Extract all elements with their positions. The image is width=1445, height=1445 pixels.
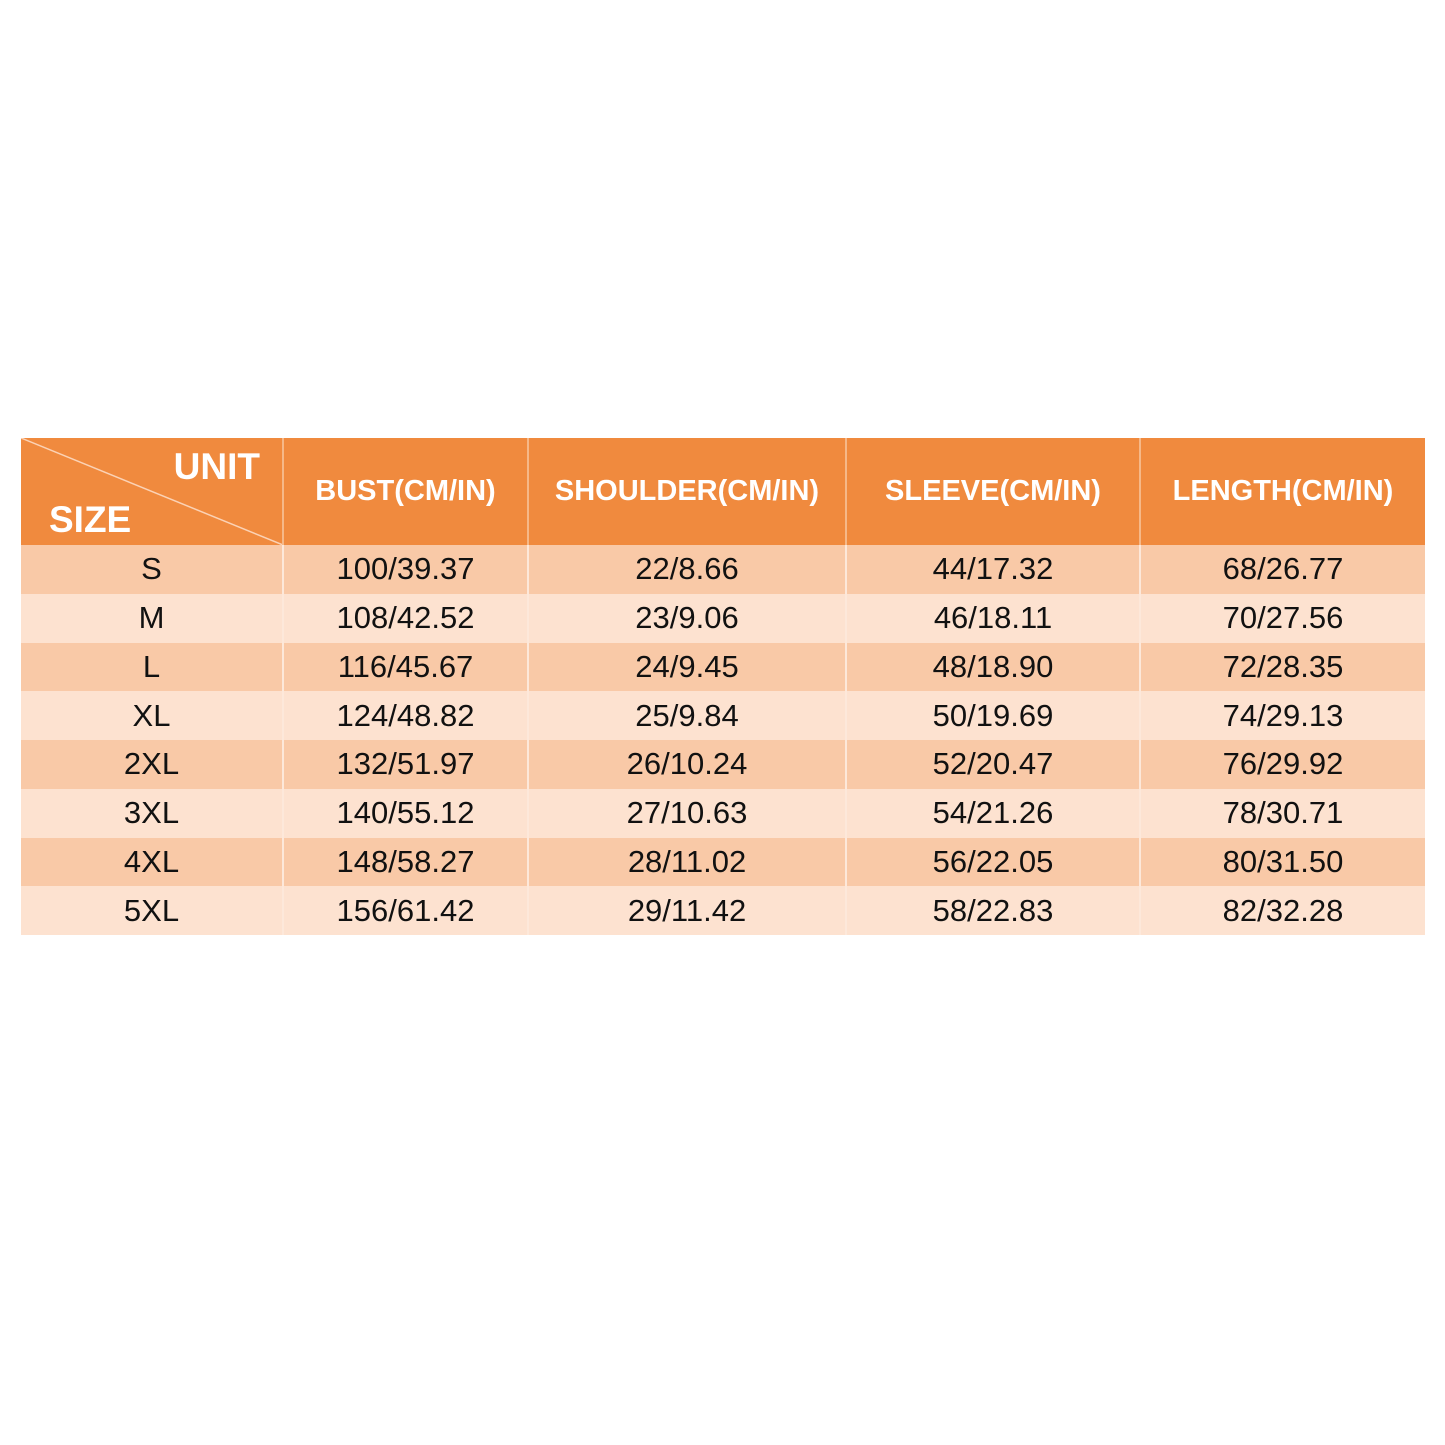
cell-length: 72/28.35	[1140, 643, 1425, 692]
cell-shoulder: 28/11.02	[528, 838, 846, 887]
cell-shoulder: 24/9.45	[528, 643, 846, 692]
cell-size: S	[21, 545, 283, 594]
cell-shoulder: 23/9.06	[528, 594, 846, 643]
table-row	[21, 838, 1425, 887]
table-row	[21, 886, 1425, 935]
size-chart-body	[21, 545, 1425, 935]
cell-sleeve: 46/18.11	[846, 594, 1140, 643]
header-bust: BUST(CM/IN)	[283, 438, 528, 545]
size-label: SIZE	[49, 499, 132, 540]
cell-length: 82/32.28	[1140, 886, 1425, 935]
table-row	[21, 691, 1425, 740]
table-row	[21, 789, 1425, 838]
cell-length: 74/29.13	[1140, 691, 1425, 740]
header-sleeve: SLEEVE(CM/IN)	[846, 438, 1140, 545]
cell-shoulder: 29/11.42	[528, 886, 846, 935]
cell-size: 5XL	[21, 886, 283, 935]
size-chart-table	[21, 438, 1425, 935]
cell-length: 78/30.71	[1140, 789, 1425, 838]
cell-sleeve: 50/19.69	[846, 691, 1140, 740]
table-row	[21, 643, 1425, 692]
cell-sleeve: 48/18.90	[846, 643, 1140, 692]
header-shoulder: SHOULDER(CM/IN)	[528, 438, 846, 545]
cell-sleeve: 56/22.05	[846, 838, 1140, 887]
cell-bust: 124/48.82	[283, 691, 528, 740]
cell-shoulder: 25/9.84	[528, 691, 846, 740]
cell-bust: 156/61.42	[283, 886, 528, 935]
size-chart-header	[21, 438, 1425, 545]
cell-sleeve: 52/20.47	[846, 740, 1140, 789]
cell-size: 3XL	[21, 789, 283, 838]
table-row	[21, 594, 1425, 643]
cell-size: XL	[21, 691, 283, 740]
cell-length: 70/27.56	[1140, 594, 1425, 643]
cell-bust: 116/45.67	[283, 643, 528, 692]
corner-header-cell	[21, 438, 283, 545]
header-length: LENGTH(CM/IN)	[1140, 438, 1425, 545]
cell-bust: 140/55.12	[283, 789, 528, 838]
cell-size: M	[21, 594, 283, 643]
cell-length: 76/29.92	[1140, 740, 1425, 789]
table-row	[21, 740, 1425, 789]
cell-shoulder: 22/8.66	[528, 545, 846, 594]
cell-shoulder: 26/10.24	[528, 740, 846, 789]
header-row	[21, 438, 1425, 545]
cell-sleeve: 58/22.83	[846, 886, 1140, 935]
cell-length: 80/31.50	[1140, 838, 1425, 887]
cell-size: 4XL	[21, 838, 283, 887]
cell-bust: 132/51.97	[283, 740, 528, 789]
cell-length: 68/26.77	[1140, 545, 1425, 594]
cell-shoulder: 27/10.63	[528, 789, 846, 838]
cell-bust: 100/39.37	[283, 545, 528, 594]
cell-size: 2XL	[21, 740, 283, 789]
cell-bust: 148/58.27	[283, 838, 528, 887]
table-row	[21, 545, 1425, 594]
cell-sleeve: 54/21.26	[846, 789, 1140, 838]
cell-size: L	[21, 643, 283, 692]
unit-label: UNIT	[173, 446, 260, 487]
cell-bust: 108/42.52	[283, 594, 528, 643]
cell-sleeve: 44/17.32	[846, 545, 1140, 594]
